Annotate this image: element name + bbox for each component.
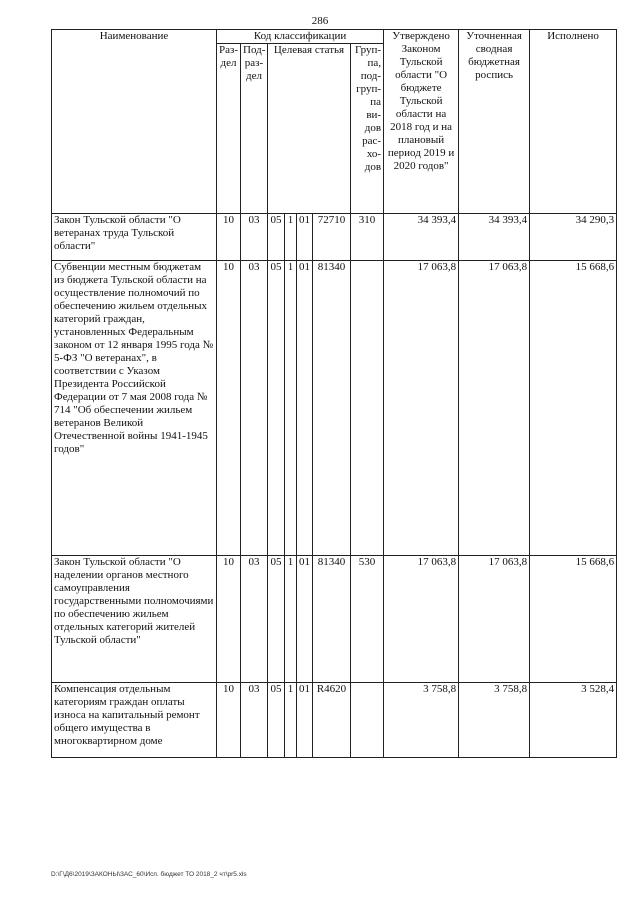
row-subsection: 03 <box>241 556 268 683</box>
row-section: 10 <box>217 683 241 758</box>
row-target-1: 05 <box>268 261 285 556</box>
row-target-2: 1 <box>285 214 297 261</box>
header-section: Раз- дел <box>217 44 241 214</box>
header-classification: Код классификации <box>217 30 384 44</box>
header-subsection: Под- раз- дел <box>241 44 268 214</box>
row-group <box>351 261 384 556</box>
row-executed: 3 528,4 <box>530 683 617 758</box>
row-target-2: 1 <box>285 683 297 758</box>
budget-table <box>51 29 617 758</box>
row-group <box>351 683 384 758</box>
row-section: 10 <box>217 556 241 683</box>
row-target-2: 1 <box>285 556 297 683</box>
row-subsection: 03 <box>241 683 268 758</box>
row-target-4: R4620 <box>313 683 351 758</box>
row-target-1: 05 <box>268 683 285 758</box>
row-approved: 17 063,8 <box>384 261 459 556</box>
header-name: Наименование <box>52 30 217 214</box>
row-approved: 17 063,8 <box>384 556 459 683</box>
header-target-item: Целевая статья <box>268 44 351 214</box>
row-refined: 17 063,8 <box>459 556 530 683</box>
file-path-footer: D:\Г\Д6\2019\ЗАКОНЫ\ЗАС_60\Исп. бюджет ТО 2018_2 чт\pr5.xls <box>51 871 247 878</box>
header-executed: Исполнено <box>530 30 617 214</box>
row-target-1: 05 <box>268 214 285 261</box>
row-target-3: 01 <box>297 683 313 758</box>
header-approved: Утверждено Законом Тульской области "О бюджете Тульской области на 2018 год и на плановый период 2019 и 2020 годов" <box>384 30 459 214</box>
row-group: 530 <box>351 556 384 683</box>
row-target-4: 81340 <box>313 261 351 556</box>
row-name: Закон Тульской области "О ветеранах труда Тульской области" <box>52 214 217 261</box>
row-section: 10 <box>217 214 241 261</box>
row-target-4: 72710 <box>313 214 351 261</box>
page-number: 286 <box>311 15 329 27</box>
row-executed: 15 668,6 <box>530 261 617 556</box>
table-row <box>52 556 617 683</box>
row-section: 10 <box>217 261 241 556</box>
row-name: Субвенции местным бюджетам из бюджета Тульской области на осуществление полномочий по обеспечению жильем отдельных категорий граждан, установленных Федеральным законом от 12 января 1995 года № 5-ФЗ "О ветеранах", в соответствии с Указом Президента Российской Федерации от 7 мая 2008 года № 714 "Об обеспечении жильем ветеранов Великой Отечественной войны 1941-1945 годов" <box>52 261 217 556</box>
row-target-3: 01 <box>297 214 313 261</box>
row-target-1: 05 <box>268 556 285 683</box>
row-name: Закон Тульской области "О наделении органов местного самоуправления государственными полномочиями по обеспечению жильем отдельных категорий жителей Тульской области" <box>52 556 217 683</box>
header-expense-group: Груп- па, под- груп- па ви- дов рас- хо- дов <box>351 44 384 214</box>
row-target-2: 1 <box>285 261 297 556</box>
row-group: 310 <box>351 214 384 261</box>
row-executed: 34 290,3 <box>530 214 617 261</box>
row-refined: 34 393,4 <box>459 214 530 261</box>
row-approved: 3 758,8 <box>384 683 459 758</box>
header-refined: Уточненная сводная бюджетная роспись <box>459 30 530 214</box>
row-subsection: 03 <box>241 214 268 261</box>
row-refined: 17 063,8 <box>459 261 530 556</box>
row-subsection: 03 <box>241 261 268 556</box>
table-row <box>52 261 617 556</box>
row-target-4: 81340 <box>313 556 351 683</box>
table-row <box>52 214 617 261</box>
row-target-3: 01 <box>297 261 313 556</box>
row-approved: 34 393,4 <box>384 214 459 261</box>
table-row <box>52 683 617 758</box>
row-target-3: 01 <box>297 556 313 683</box>
row-name: Компенсация отдельным категориям граждан оплаты износа на капитальный ремонт общего имущества в многоквартирном доме <box>52 683 217 758</box>
row-executed: 15 668,6 <box>530 556 617 683</box>
row-refined: 3 758,8 <box>459 683 530 758</box>
